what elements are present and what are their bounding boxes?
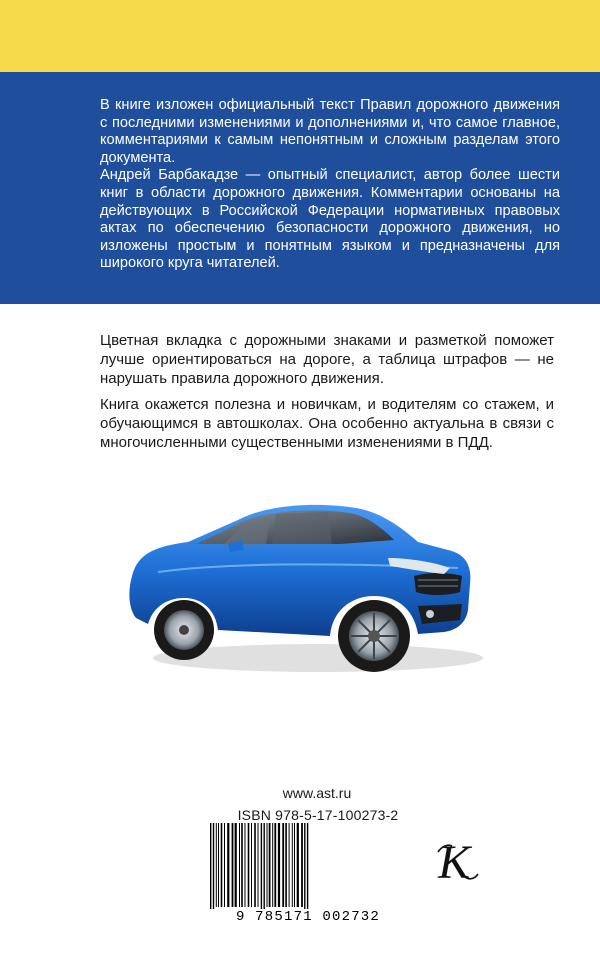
barcode-bar <box>245 823 246 907</box>
isbn-text: ISBN 978-5-17-100273-2 <box>237 807 399 823</box>
barcode <box>208 823 408 923</box>
barcode-bar <box>272 823 273 907</box>
barcode-bar <box>307 823 308 911</box>
barcode-bar <box>301 823 303 907</box>
barcode-bar <box>241 823 243 907</box>
barcode-bar <box>218 823 219 907</box>
barcode-bar <box>282 823 284 907</box>
barcode-digits: 9 785171 002732 <box>210 909 406 925</box>
body-paragraph: Книга окажется полезна и новичкам, и водителям со стажем, и обучающимся в автошколах. Она особенно актуальна в связи с многочисленными существенными изменениями в ПДД. <box>100 396 554 451</box>
barcode-bar <box>292 823 293 907</box>
barcode-bar <box>274 823 276 907</box>
barcode-bar <box>251 823 252 907</box>
barcode-bar <box>232 823 234 907</box>
barcode-bar <box>258 823 259 907</box>
barcode-bar <box>239 823 240 907</box>
description-paragraph: В книге изложен официальный текст Правил дорожного движения с последними изменениями и дополнениями и, что самое главное, комментариями к самым непонятным и сложным разделам этого документа. <box>100 97 560 166</box>
barcode-bar <box>224 823 225 907</box>
barcode-bar <box>235 823 237 907</box>
barcode-bar <box>278 823 280 907</box>
publisher-website: www.ast.ru <box>282 785 352 801</box>
publisher-logo <box>424 832 484 892</box>
barcode-bar <box>261 823 262 911</box>
body-paragraph: Цветная вкладка с дорожными знаками и разметкой поможет лучше ориентироваться на дороге, а таблица штрафов — не нарушать правила дорожного движения. <box>100 332 554 387</box>
description-paragraph: Андрей Барбакадзе — опытный специалист, автор более шести книг в области дорожного движения. Комментарии основаны на действующих в Российской Федерации нормативных правовых актах по обеспечению безопасности дорожного движения, но изложены простым и понятным языком и предназначены для широкого круга читателей. <box>100 167 560 272</box>
barcode-bar <box>294 823 295 907</box>
barcode-bar <box>304 823 305 911</box>
barcode-bar <box>267 823 268 907</box>
barcode-bar <box>269 823 271 907</box>
barcode-bar <box>264 823 265 911</box>
car-icon <box>118 480 488 680</box>
barcode-bar <box>216 823 217 907</box>
barcode-bar <box>285 823 287 907</box>
barcode-bar <box>227 823 229 907</box>
barcode-bar <box>297 823 299 907</box>
description-text <box>100 97 560 273</box>
barcode-bar <box>221 823 223 907</box>
barcode-bar <box>210 823 211 911</box>
barcode-bar <box>254 823 256 907</box>
barcode-bar <box>248 823 250 907</box>
barcode-bar <box>289 823 290 907</box>
barcode-bar <box>213 823 214 911</box>
svg-text:К: К <box>438 836 470 889</box>
top-color-band <box>0 0 600 72</box>
